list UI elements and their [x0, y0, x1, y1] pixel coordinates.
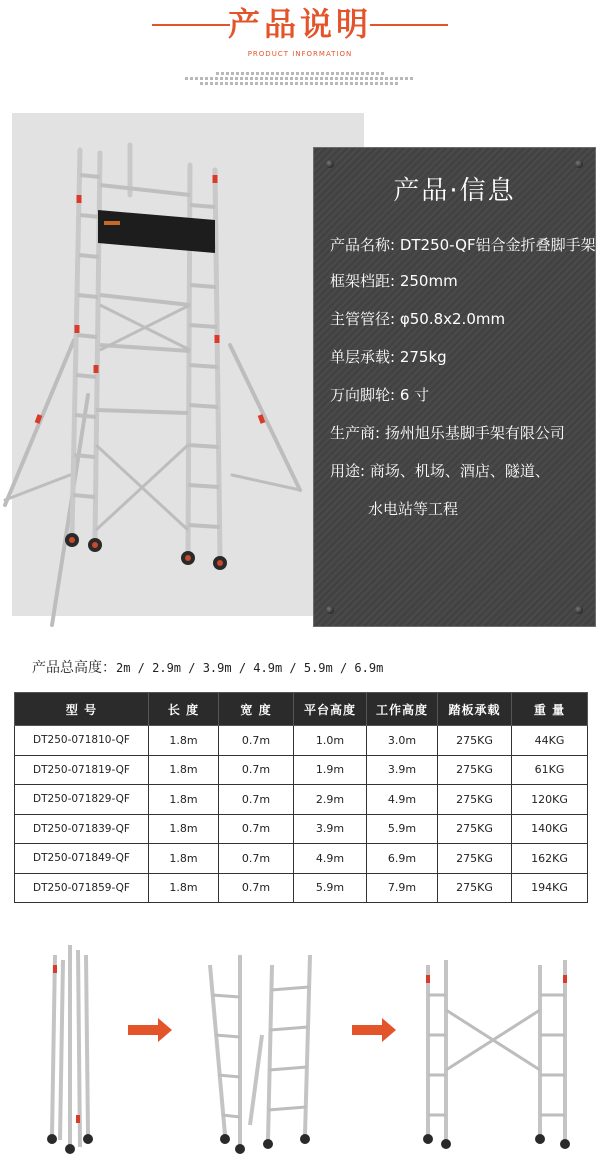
info-label: 用途: [330, 462, 361, 480]
folding-sequence-illustration: [0, 935, 600, 1162]
cell-deck-load: 275KG: [438, 726, 512, 756]
info-row-load: 单层承载: 275kg: [330, 348, 447, 366]
cell-model: DT250-071839-QF: [15, 814, 149, 844]
table-row: [15, 755, 588, 785]
cell-weight: 44KG: [512, 726, 588, 756]
section-subtitle: PRODUCT INFORMATION: [247, 50, 353, 58]
cell-length: 1.8m: [149, 873, 219, 903]
total-heights-line: [32, 657, 383, 677]
cell-working-height: 5.9m: [367, 814, 438, 844]
table-row: [15, 844, 588, 874]
cell-platform-height: 1.0m: [294, 726, 367, 756]
card-bolt: [575, 160, 583, 168]
cell-width: 0.7m: [219, 755, 294, 785]
info-label: 主管管径: [330, 310, 391, 328]
info-label: 单层承载: [330, 348, 391, 366]
col-header-platform-height: 平台高度: [294, 693, 367, 726]
cell-weight: 194KG: [512, 873, 588, 903]
col-header-model: 型 号: [15, 693, 149, 726]
info-row-frame-spacing: 框架档距: 250mm: [330, 272, 458, 290]
cell-working-height: 3.9m: [367, 755, 438, 785]
cell-weight: 162KG: [512, 844, 588, 874]
section-title: 产品说明: [227, 5, 372, 43]
col-header-deck-load: 踏板承载: [438, 693, 512, 726]
info-row-manufacturer: 生产商: 扬州旭乐基脚手架有限公司: [330, 424, 565, 442]
cell-weight: 61KG: [512, 755, 588, 785]
info-label: 万向脚轮: [330, 386, 391, 404]
table-row: [15, 873, 588, 903]
card-title: 产品·信息: [393, 176, 516, 206]
cell-model: DT250-071810-QF: [15, 726, 149, 756]
col-header-weight: 重 量: [512, 693, 588, 726]
heights-label: 产品总高度：: [32, 660, 116, 676]
cell-working-height: 7.9m: [367, 873, 438, 903]
cell-model: DT250-071819-QF: [15, 755, 149, 785]
info-row-tube-diameter: 主管管径: φ50.8x2.0mm: [330, 310, 506, 328]
info-row-product-name: 产品名称: DT250-QF铝合金折叠脚手架: [330, 236, 596, 254]
cell-length: 1.8m: [149, 755, 219, 785]
cell-width: 0.7m: [219, 814, 294, 844]
info-value: 250mm: [399, 272, 458, 290]
card-bolt: [575, 606, 583, 614]
info-usage-continued: 水电站等工程: [368, 500, 459, 518]
cell-width: 0.7m: [219, 873, 294, 903]
cell-length: 1.8m: [149, 814, 219, 844]
info-label: 生产商: [330, 424, 376, 442]
cell-platform-height: 4.9m: [294, 844, 367, 874]
product-info-card: [313, 147, 596, 627]
info-label: 框架档距: [330, 272, 391, 290]
col-header-working-height: 工作高度: [367, 693, 438, 726]
info-row-casters: 万向脚轮: 6 寸: [330, 386, 430, 404]
card-bolt: [326, 606, 334, 614]
info-value: 6 寸: [399, 386, 430, 404]
cell-platform-height: 3.9m: [294, 814, 367, 844]
header-fine-print: [0, 70, 600, 87]
spec-table: [14, 692, 588, 903]
cell-platform-height: 5.9m: [294, 873, 367, 903]
arrow-icon: [352, 1018, 396, 1042]
arrow-icon: [128, 1018, 172, 1042]
info-value: DT250-QF铝合金折叠脚手架: [399, 236, 596, 254]
col-header-width: 宽 度: [219, 693, 294, 726]
cell-weight: 140KG: [512, 814, 588, 844]
cell-model: DT250-071829-QF: [15, 785, 149, 815]
table-row: [15, 726, 588, 756]
info-value: 275kg: [399, 348, 447, 366]
scaffold-tower-image: [0, 135, 360, 635]
cell-working-height: 6.9m: [367, 844, 438, 874]
table-row: [15, 785, 588, 815]
cell-deck-load: 275KG: [438, 844, 512, 874]
info-label: 产品名称: [330, 236, 391, 254]
cell-platform-height: 1.9m: [294, 755, 367, 785]
folded-frame-image: [52, 945, 88, 1147]
cell-width: 0.7m: [219, 785, 294, 815]
card-bolt: [326, 160, 334, 168]
col-header-length: 长 度: [149, 693, 219, 726]
info-value: 商场、机场、酒店、隧道、: [369, 462, 550, 480]
cell-working-height: 4.9m: [367, 785, 438, 815]
cell-deck-load: 275KG: [438, 873, 512, 903]
cell-deck-load: 275KG: [438, 814, 512, 844]
info-row-usage: 用途: 商场、机场、酒店、隧道、: [330, 462, 550, 480]
cell-length: 1.8m: [149, 726, 219, 756]
unfolded-frame-image: [428, 960, 565, 1140]
heights-values: 2m / 2.9m / 3.9m / 4.9m / 5.9m / 6.9m: [116, 661, 384, 675]
cell-length: 1.8m: [149, 785, 219, 815]
info-value: 扬州旭乐基脚手架有限公司: [384, 424, 565, 442]
cell-platform-height: 2.9m: [294, 785, 367, 815]
cell-width: 0.7m: [219, 844, 294, 874]
cell-model: DT250-071859-QF: [15, 873, 149, 903]
cell-deck-load: 275KG: [438, 755, 512, 785]
table-row: [15, 814, 588, 844]
cell-deck-load: 275KG: [438, 785, 512, 815]
cell-model: DT250-071849-QF: [15, 844, 149, 874]
cell-working-height: 3.0m: [367, 726, 438, 756]
info-value: φ50.8x2.0mm: [399, 310, 506, 328]
cell-length: 1.8m: [149, 844, 219, 874]
cell-width: 0.7m: [219, 726, 294, 756]
cell-weight: 120KG: [512, 785, 588, 815]
table-header-row: [15, 693, 588, 726]
